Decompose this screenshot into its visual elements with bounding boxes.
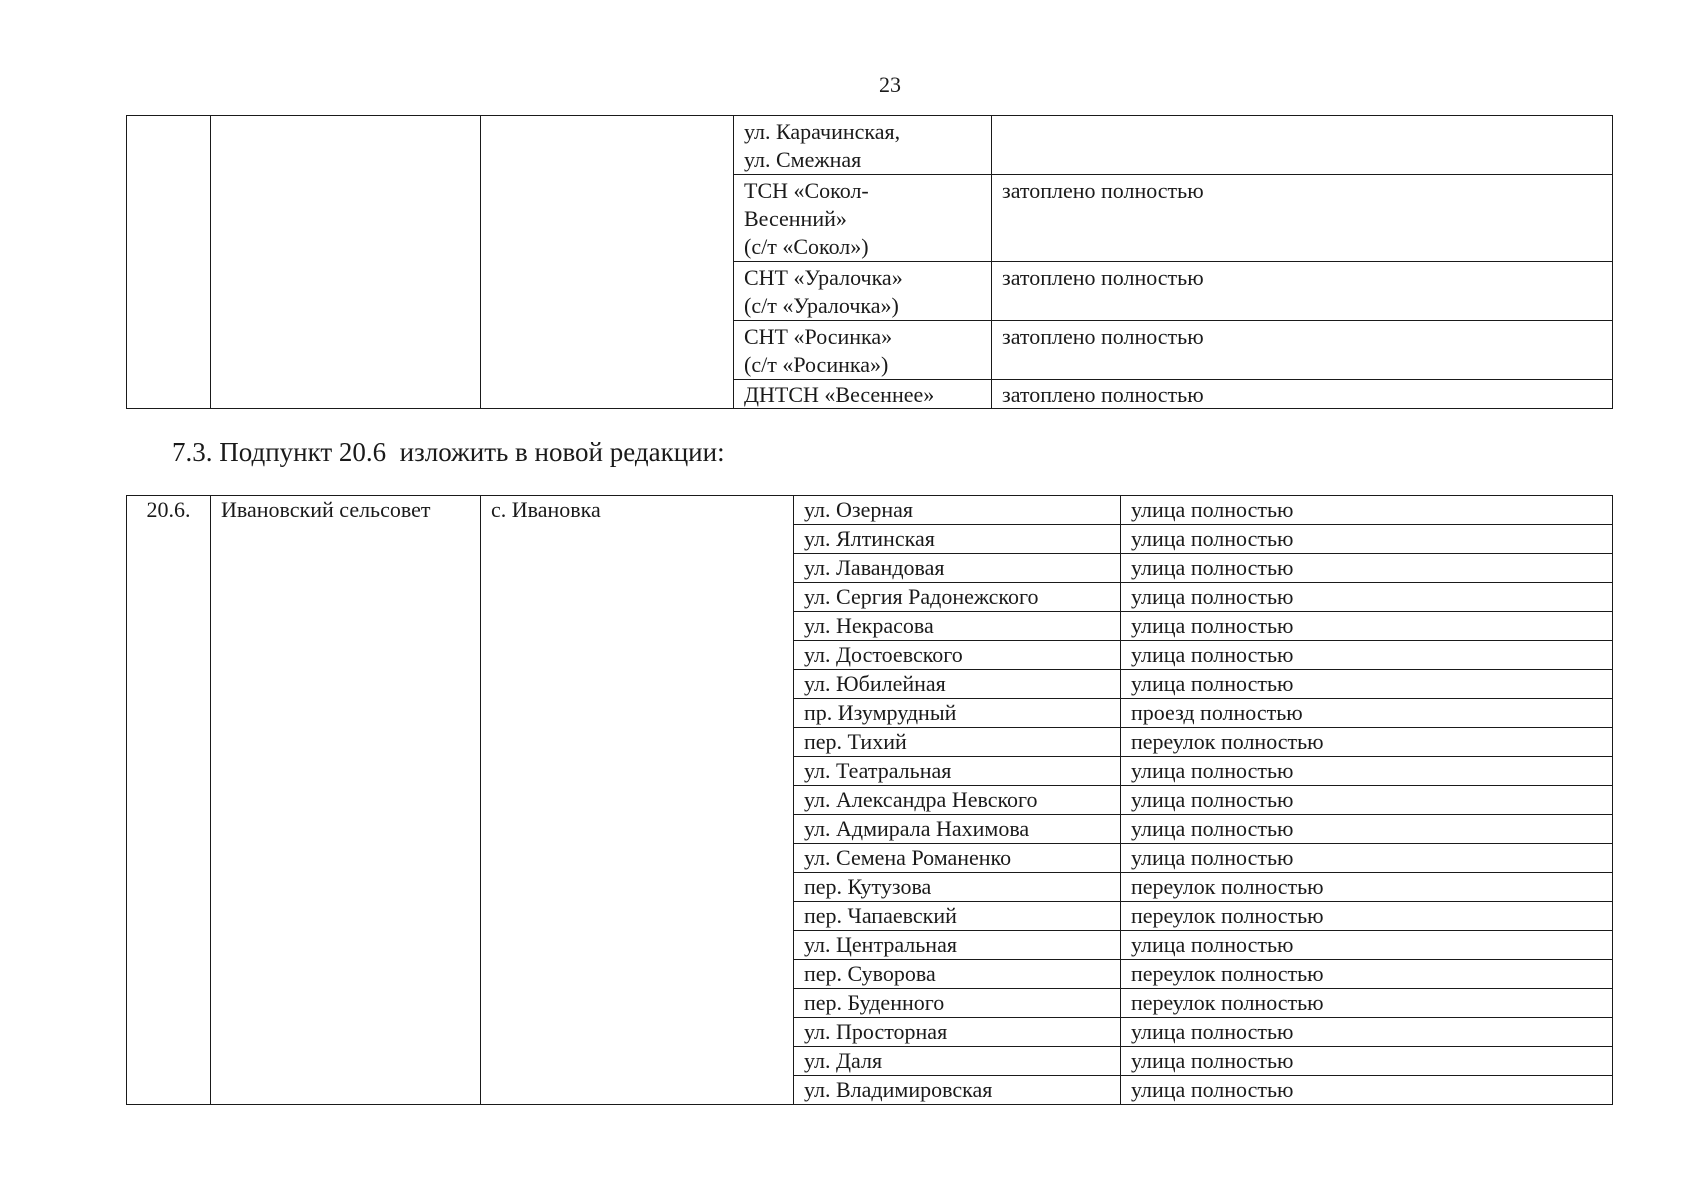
council-cell: Ивановский сельсовет bbox=[211, 496, 481, 1105]
street-cell: пер. Буденного bbox=[794, 989, 1121, 1018]
street-cell: ул. Некрасова bbox=[794, 612, 1121, 641]
number-cell: 20.6. bbox=[127, 496, 211, 1105]
street-cell: ТСН «Сокол- Весенний» (с/т «Сокол») bbox=[734, 175, 992, 262]
table-top-continuation bbox=[126, 115, 1613, 409]
note-cell: улица полностью bbox=[1121, 1018, 1613, 1047]
note-cell: улица полностью bbox=[1121, 786, 1613, 815]
street-cell: пер. Суворова bbox=[794, 960, 1121, 989]
note-cell: затоплено полностью bbox=[992, 262, 1613, 321]
street-cell: ул. Центральная bbox=[794, 931, 1121, 960]
street-cell: ул. Достоевского bbox=[794, 641, 1121, 670]
table-main bbox=[126, 495, 1613, 1105]
street-cell: ул. Семена Романенко bbox=[794, 844, 1121, 873]
note-cell: переулок полностью bbox=[1121, 960, 1613, 989]
note-cell: улица полностью bbox=[1121, 612, 1613, 641]
street-cell: ул. Карачинская, ул. Смежная bbox=[734, 116, 992, 175]
note-cell: улица полностью bbox=[1121, 815, 1613, 844]
note-cell: затоплено полностью bbox=[992, 321, 1613, 380]
note-cell: улица полностью bbox=[1121, 496, 1613, 525]
street-cell: ул. Даля bbox=[794, 1047, 1121, 1076]
settlement-cell: с. Ивановка bbox=[481, 496, 794, 1105]
street-cell: пер. Чапаевский bbox=[794, 902, 1121, 931]
street-cell: ул. Адмирала Нахимова bbox=[794, 815, 1121, 844]
street-cell: пр. Изумрудный bbox=[794, 699, 1121, 728]
street-cell: СНТ «Уралочка» (с/т «Уралочка») bbox=[734, 262, 992, 321]
table-row bbox=[127, 496, 1613, 525]
street-cell: ул. Озерная bbox=[794, 496, 1121, 525]
note-cell: проезд полностью bbox=[1121, 699, 1613, 728]
street-cell: ул. Владимировская bbox=[794, 1076, 1121, 1105]
note-cell: улица полностью bbox=[1121, 525, 1613, 554]
page-number: 23 bbox=[879, 72, 901, 97]
settlement-cell bbox=[481, 116, 734, 409]
note-cell: затоплено полностью bbox=[992, 175, 1613, 262]
council-cell bbox=[211, 116, 481, 409]
note-cell: улица полностью bbox=[1121, 583, 1613, 612]
street-cell: пер. Тихий bbox=[794, 728, 1121, 757]
street-cell: СНТ «Росинка» (с/т «Росинка») bbox=[734, 321, 992, 380]
note-cell: переулок полностью bbox=[1121, 728, 1613, 757]
note-cell: улица полностью bbox=[1121, 844, 1613, 873]
note-cell: улица полностью bbox=[1121, 931, 1613, 960]
note-cell: переулок полностью bbox=[1121, 873, 1613, 902]
street-cell: пер. Кутузова bbox=[794, 873, 1121, 902]
street-cell: ул. Сергия Радонежского bbox=[794, 583, 1121, 612]
street-cell: ул. Ялтинская bbox=[794, 525, 1121, 554]
note-cell: улица полностью bbox=[1121, 757, 1613, 786]
note-cell: улица полностью bbox=[1121, 1076, 1613, 1105]
table-row bbox=[127, 116, 1613, 175]
section-heading: 7.3. Подпункт 20.6 изложить в новой редакции: bbox=[172, 437, 725, 467]
note-cell: улица полностью bbox=[1121, 641, 1613, 670]
note-cell bbox=[992, 116, 1613, 175]
street-cell: ул. Лавандовая bbox=[794, 554, 1121, 583]
note-cell: улица полностью bbox=[1121, 670, 1613, 699]
note-cell: переулок полностью bbox=[1121, 989, 1613, 1018]
street-cell: ДНТСН «Весеннее» bbox=[734, 380, 992, 409]
street-cell: ул. Александра Невского bbox=[794, 786, 1121, 815]
note-cell: переулок полностью bbox=[1121, 902, 1613, 931]
street-cell: ул. Театральная bbox=[794, 757, 1121, 786]
street-cell: ул. Просторная bbox=[794, 1018, 1121, 1047]
number-cell bbox=[127, 116, 211, 409]
note-cell: улица полностью bbox=[1121, 1047, 1613, 1076]
note-cell: затоплено полностью bbox=[992, 380, 1613, 409]
note-cell: улица полностью bbox=[1121, 554, 1613, 583]
street-cell: ул. Юбилейная bbox=[794, 670, 1121, 699]
